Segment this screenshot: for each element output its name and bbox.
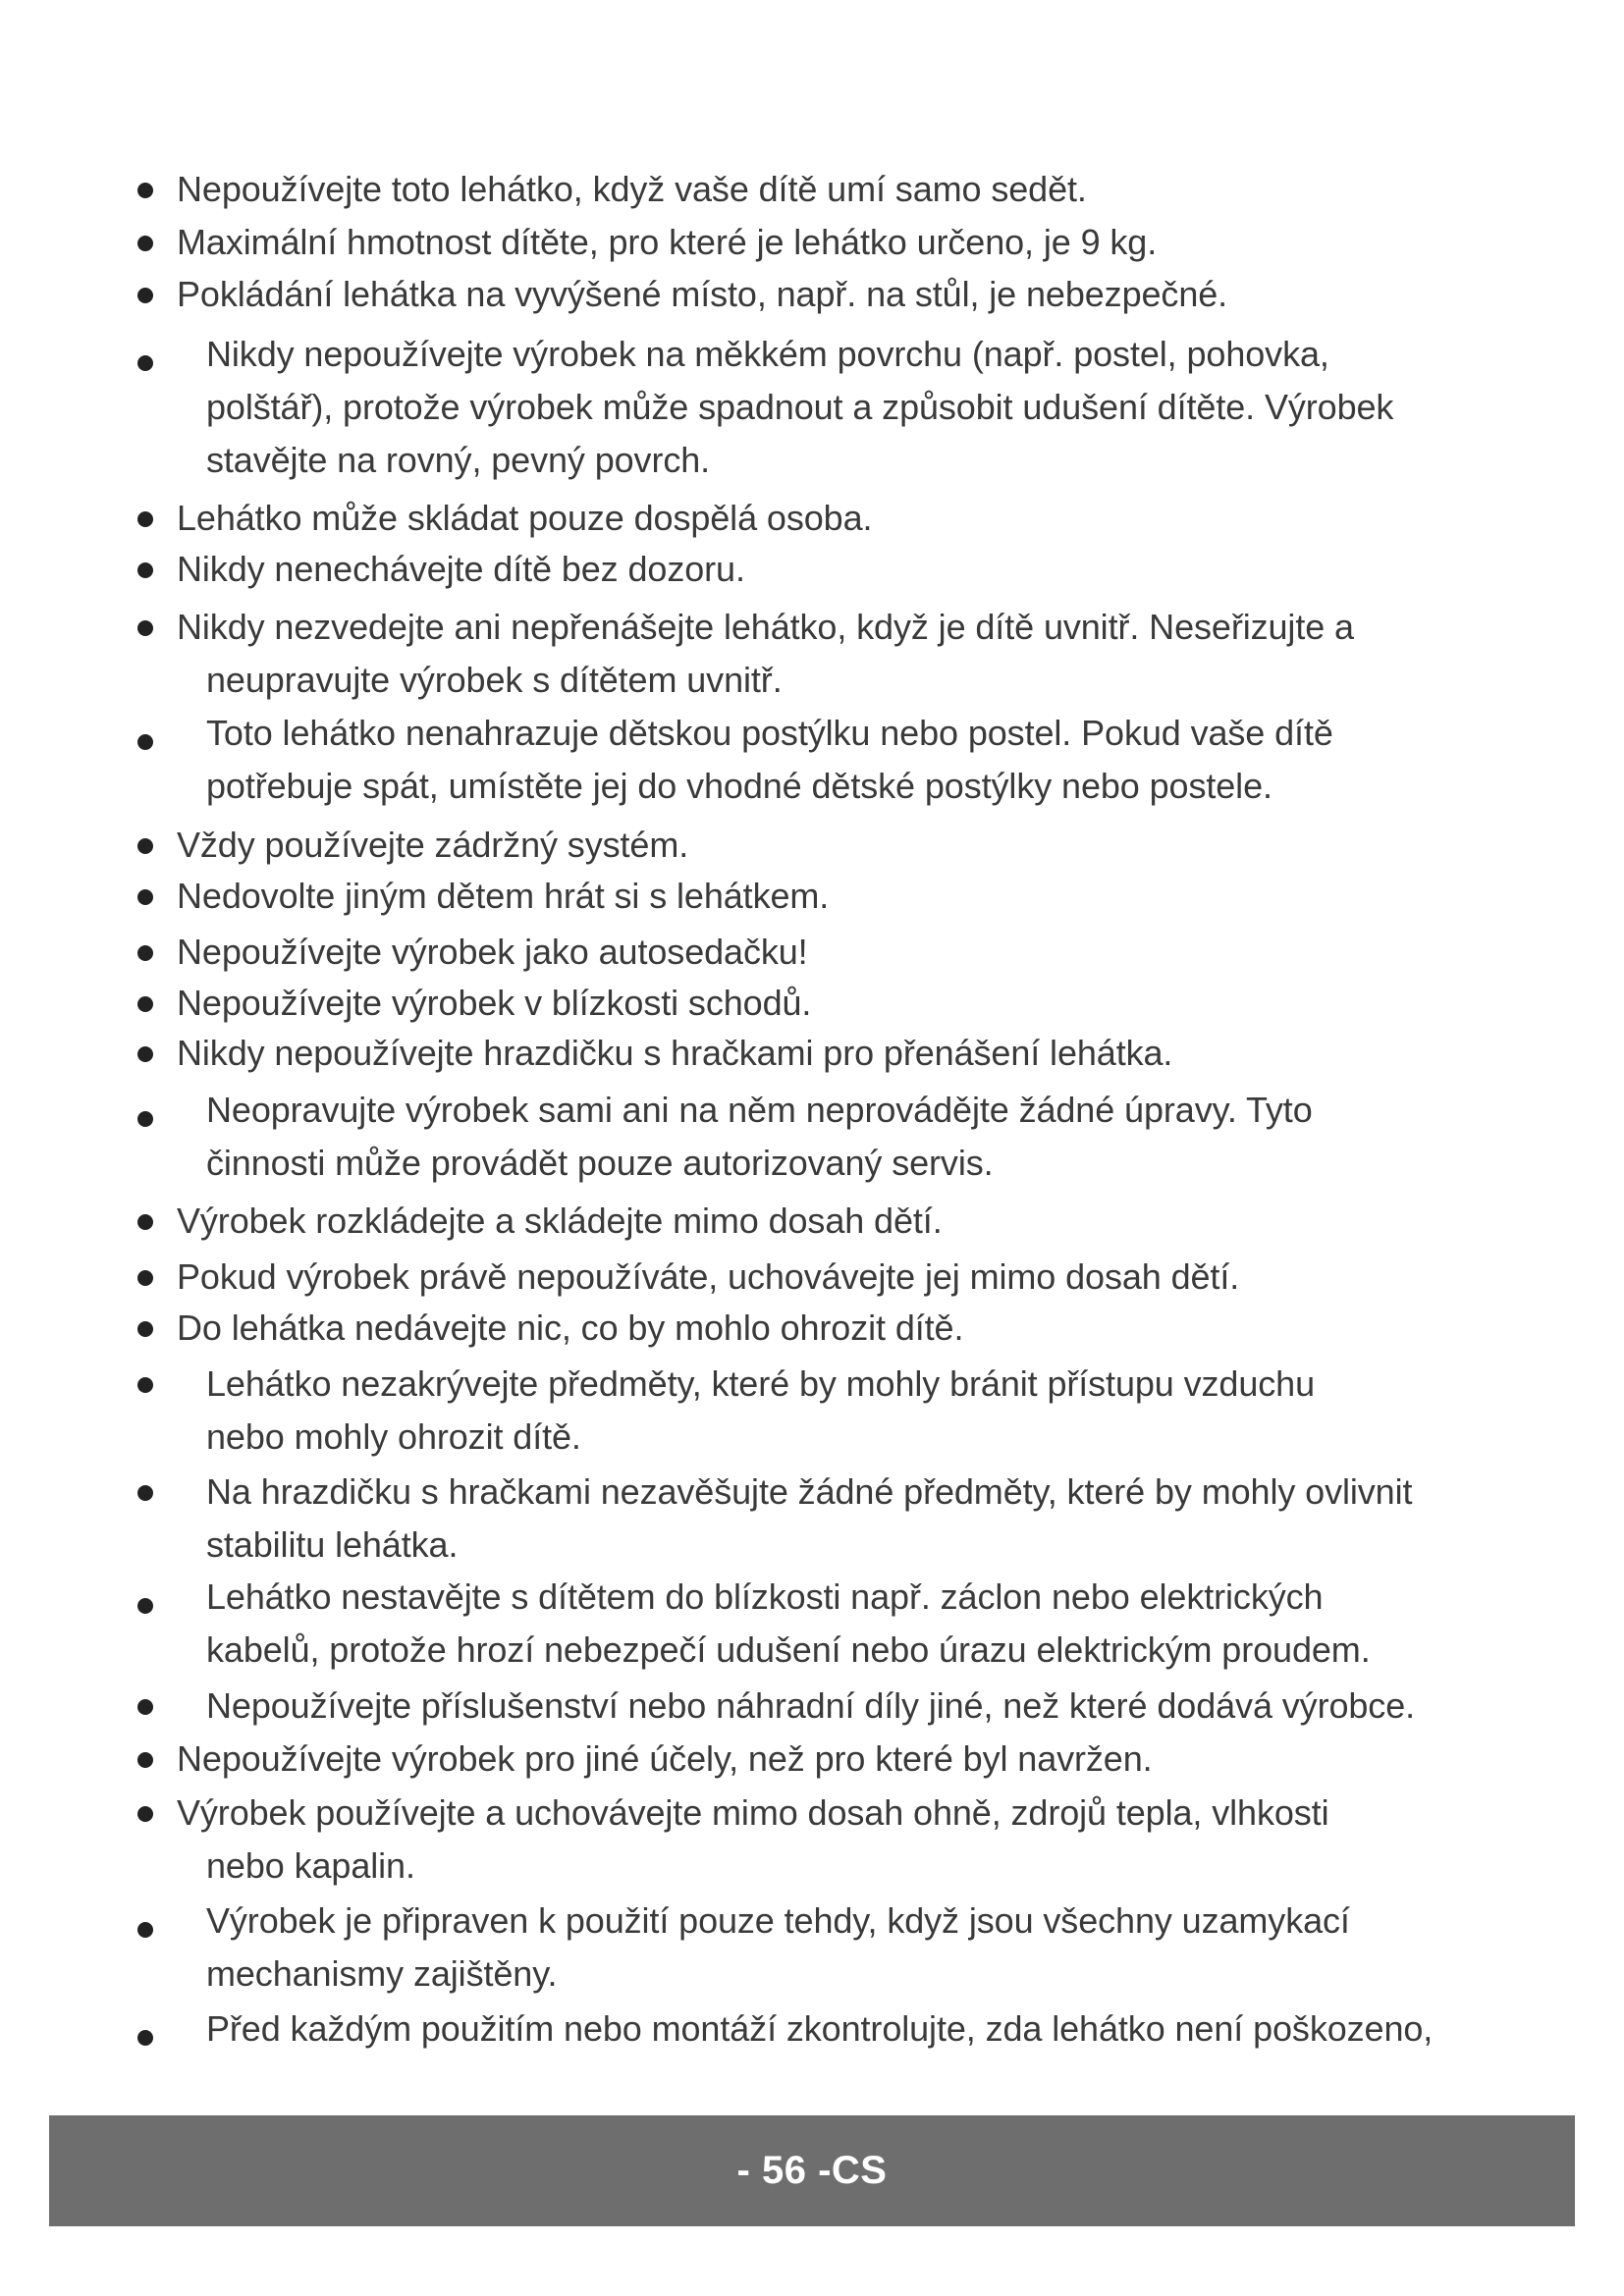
bullet-icon: [137, 838, 153, 854]
bullet-icon: [137, 183, 153, 198]
bullet-icon: [137, 1321, 153, 1337]
item-text: neupravujte výrobek s dítětem uvnitř.: [206, 660, 783, 700]
item-text: Před každým použitím nebo montáží zkontrolujte, zda lehátko není poškozeno,: [206, 2008, 1434, 2049]
item-text: kabelů, protože hrozí nebezpečí udušení nebo úrazu elektrickým proudem.: [206, 1629, 1371, 1670]
list-item: [137, 1358, 1571, 1464]
bullet-icon: [137, 1922, 153, 1938]
bullet-icon: [137, 236, 153, 251]
list-item: [137, 1302, 1571, 1355]
bullet-icon: [137, 511, 153, 527]
bullet-icon: [137, 1111, 153, 1127]
list-item: [137, 1571, 1571, 1677]
item-text: Výrobek používejte a uchovávejte mimo dosah ohně, zdrojů tepla, vlhkosti: [177, 1792, 1329, 1833]
list-item: [137, 926, 1571, 979]
item-text: Nepoužívejte příslušenství nebo náhradní díly jiné, než které dodává výrobce.: [206, 1685, 1416, 1726]
bullet-icon: [137, 1377, 153, 1393]
item-text: Neopravujte výrobek sami ani na něm neprovádějte žádné úpravy. Tyto: [206, 1090, 1313, 1130]
item-text: Maximální hmotnost dítěte, pro které je lehátko určeno, je 9 kg.: [177, 222, 1158, 262]
bullet-icon: [137, 288, 153, 303]
item-text: Nikdy nenechávejte dítě bez dozoru.: [177, 549, 745, 589]
item-text: Nepoužívejte toto lehátko, když vaše dítě umí samo sedět.: [177, 169, 1087, 209]
list-item: [137, 870, 1571, 923]
list-item: [137, 1680, 1571, 1733]
item-text: Nepoužívejte výrobek v blízkosti schodů.: [177, 983, 812, 1023]
bullet-icon: [137, 1598, 153, 1614]
item-text: stabilitu lehátka.: [206, 1524, 459, 1565]
list-item: [137, 977, 1571, 1030]
item-text: Pokud výrobek právě nepoužíváte, uchovávejte jej mimo dosah dětí.: [177, 1256, 1240, 1297]
item-text: Pokládání lehátka na vyvýšené místo, např. na stůl, je nebezpečné.: [177, 274, 1228, 314]
bullet-icon: [137, 889, 153, 905]
list-item: [137, 1084, 1571, 1190]
item-text: Vždy používejte zádržný systém.: [177, 825, 689, 865]
item-text: stavějte na rovný, pevný povrch.: [206, 440, 711, 480]
item-text: mechanismy zajištěny.: [206, 1953, 558, 1994]
item-text: Lehátko nestavějte s dítětem do blízkosti např. záclon nebo elektrických: [206, 1576, 1324, 1617]
bullet-icon: [137, 620, 153, 636]
list-item: [137, 328, 1571, 487]
bullet-icon: [137, 1214, 153, 1230]
list-item: [137, 601, 1571, 707]
list-item: [137, 1787, 1571, 1893]
list-item: [137, 1027, 1571, 1080]
bullet-icon: [137, 562, 153, 578]
list-item: [137, 1895, 1571, 2001]
item-text: Nepoužívejte výrobek jako autosedačku!: [177, 932, 808, 972]
bullet-icon: [137, 1046, 153, 1062]
list-item: [137, 707, 1571, 813]
item-text: Nikdy nepoužívejte hrazdičku s hračkami pro přenášení lehátka.: [177, 1033, 1173, 1073]
list-item: [137, 216, 1571, 269]
bullet-icon: [137, 2030, 153, 2046]
bullet-icon: [137, 734, 153, 750]
list-item: [137, 2002, 1571, 2056]
list-item: [137, 268, 1571, 321]
page-footer: [49, 2115, 1575, 2226]
item-text: nebo mohly ohrozit dítě.: [206, 1416, 581, 1457]
item-text: nebo kapalin.: [206, 1845, 415, 1886]
item-text: polštář), protože výrobek může spadnout a způsobit udušení dítěte. Výrobek: [206, 387, 1394, 427]
list-item: [137, 819, 1571, 872]
list-item: [137, 1733, 1571, 1786]
item-text: Do lehátka nedávejte nic, co by mohlo ohrozit dítě.: [177, 1308, 964, 1348]
item-text: Výrobek rozkládejte a skládejte mimo dosah dětí.: [177, 1201, 943, 1241]
list-item: [137, 543, 1571, 596]
item-text: Nepoužívejte výrobek pro jiné účely, než pro které byl navržen.: [177, 1738, 1153, 1779]
bullet-icon: [137, 1270, 153, 1286]
list-item: [137, 492, 1571, 545]
list-item: [137, 163, 1571, 216]
list-item: [137, 1195, 1571, 1248]
bullet-icon: [137, 355, 153, 371]
item-text: Nedovolte jiným dětem hrát si s lehátkem.: [177, 876, 830, 916]
item-text: Lehátko může skládat pouze dospělá osoba.: [177, 498, 873, 538]
item-text: potřebuje spát, umístěte jej do vhodné dětské postýlky nebo postele.: [206, 766, 1272, 806]
bullet-icon: [137, 1806, 153, 1822]
item-text: Nikdy nezvedejte ani nepřenášejte lehátko, když je dítě uvnitř. Neseřizujte a: [177, 607, 1354, 647]
bullet-icon: [137, 996, 153, 1012]
bullet-icon: [137, 1699, 153, 1715]
item-text: Na hrazdičku s hračkami nezavěšujte žádné předměty, které by mohly ovlivnit: [206, 1471, 1413, 1512]
item-text: Toto lehátko nenahrazuje dětskou postýlku nebo postel. Pokud vaše dítě: [206, 713, 1333, 753]
item-text: činnosti může provádět pouze autorizovaný servis.: [206, 1143, 994, 1183]
item-text: Výrobek je připraven k použití pouze tehdy, když jsou všechny uzamykací: [206, 1900, 1350, 1941]
list-item: [137, 1466, 1571, 1572]
page-number: - 56 -CS: [736, 2149, 888, 2192]
bullet-icon: [137, 1485, 153, 1501]
bullet-icon: [137, 1752, 153, 1768]
bullet-icon: [137, 945, 153, 961]
item-text: Nikdy nepoužívejte výrobek na měkkém povrchu (např. postel, pohovka,: [206, 334, 1329, 374]
item-text: Lehátko nezakrývejte předměty, které by mohly bránit přístupu vzduchu: [206, 1363, 1316, 1404]
list-item: [137, 1251, 1571, 1304]
